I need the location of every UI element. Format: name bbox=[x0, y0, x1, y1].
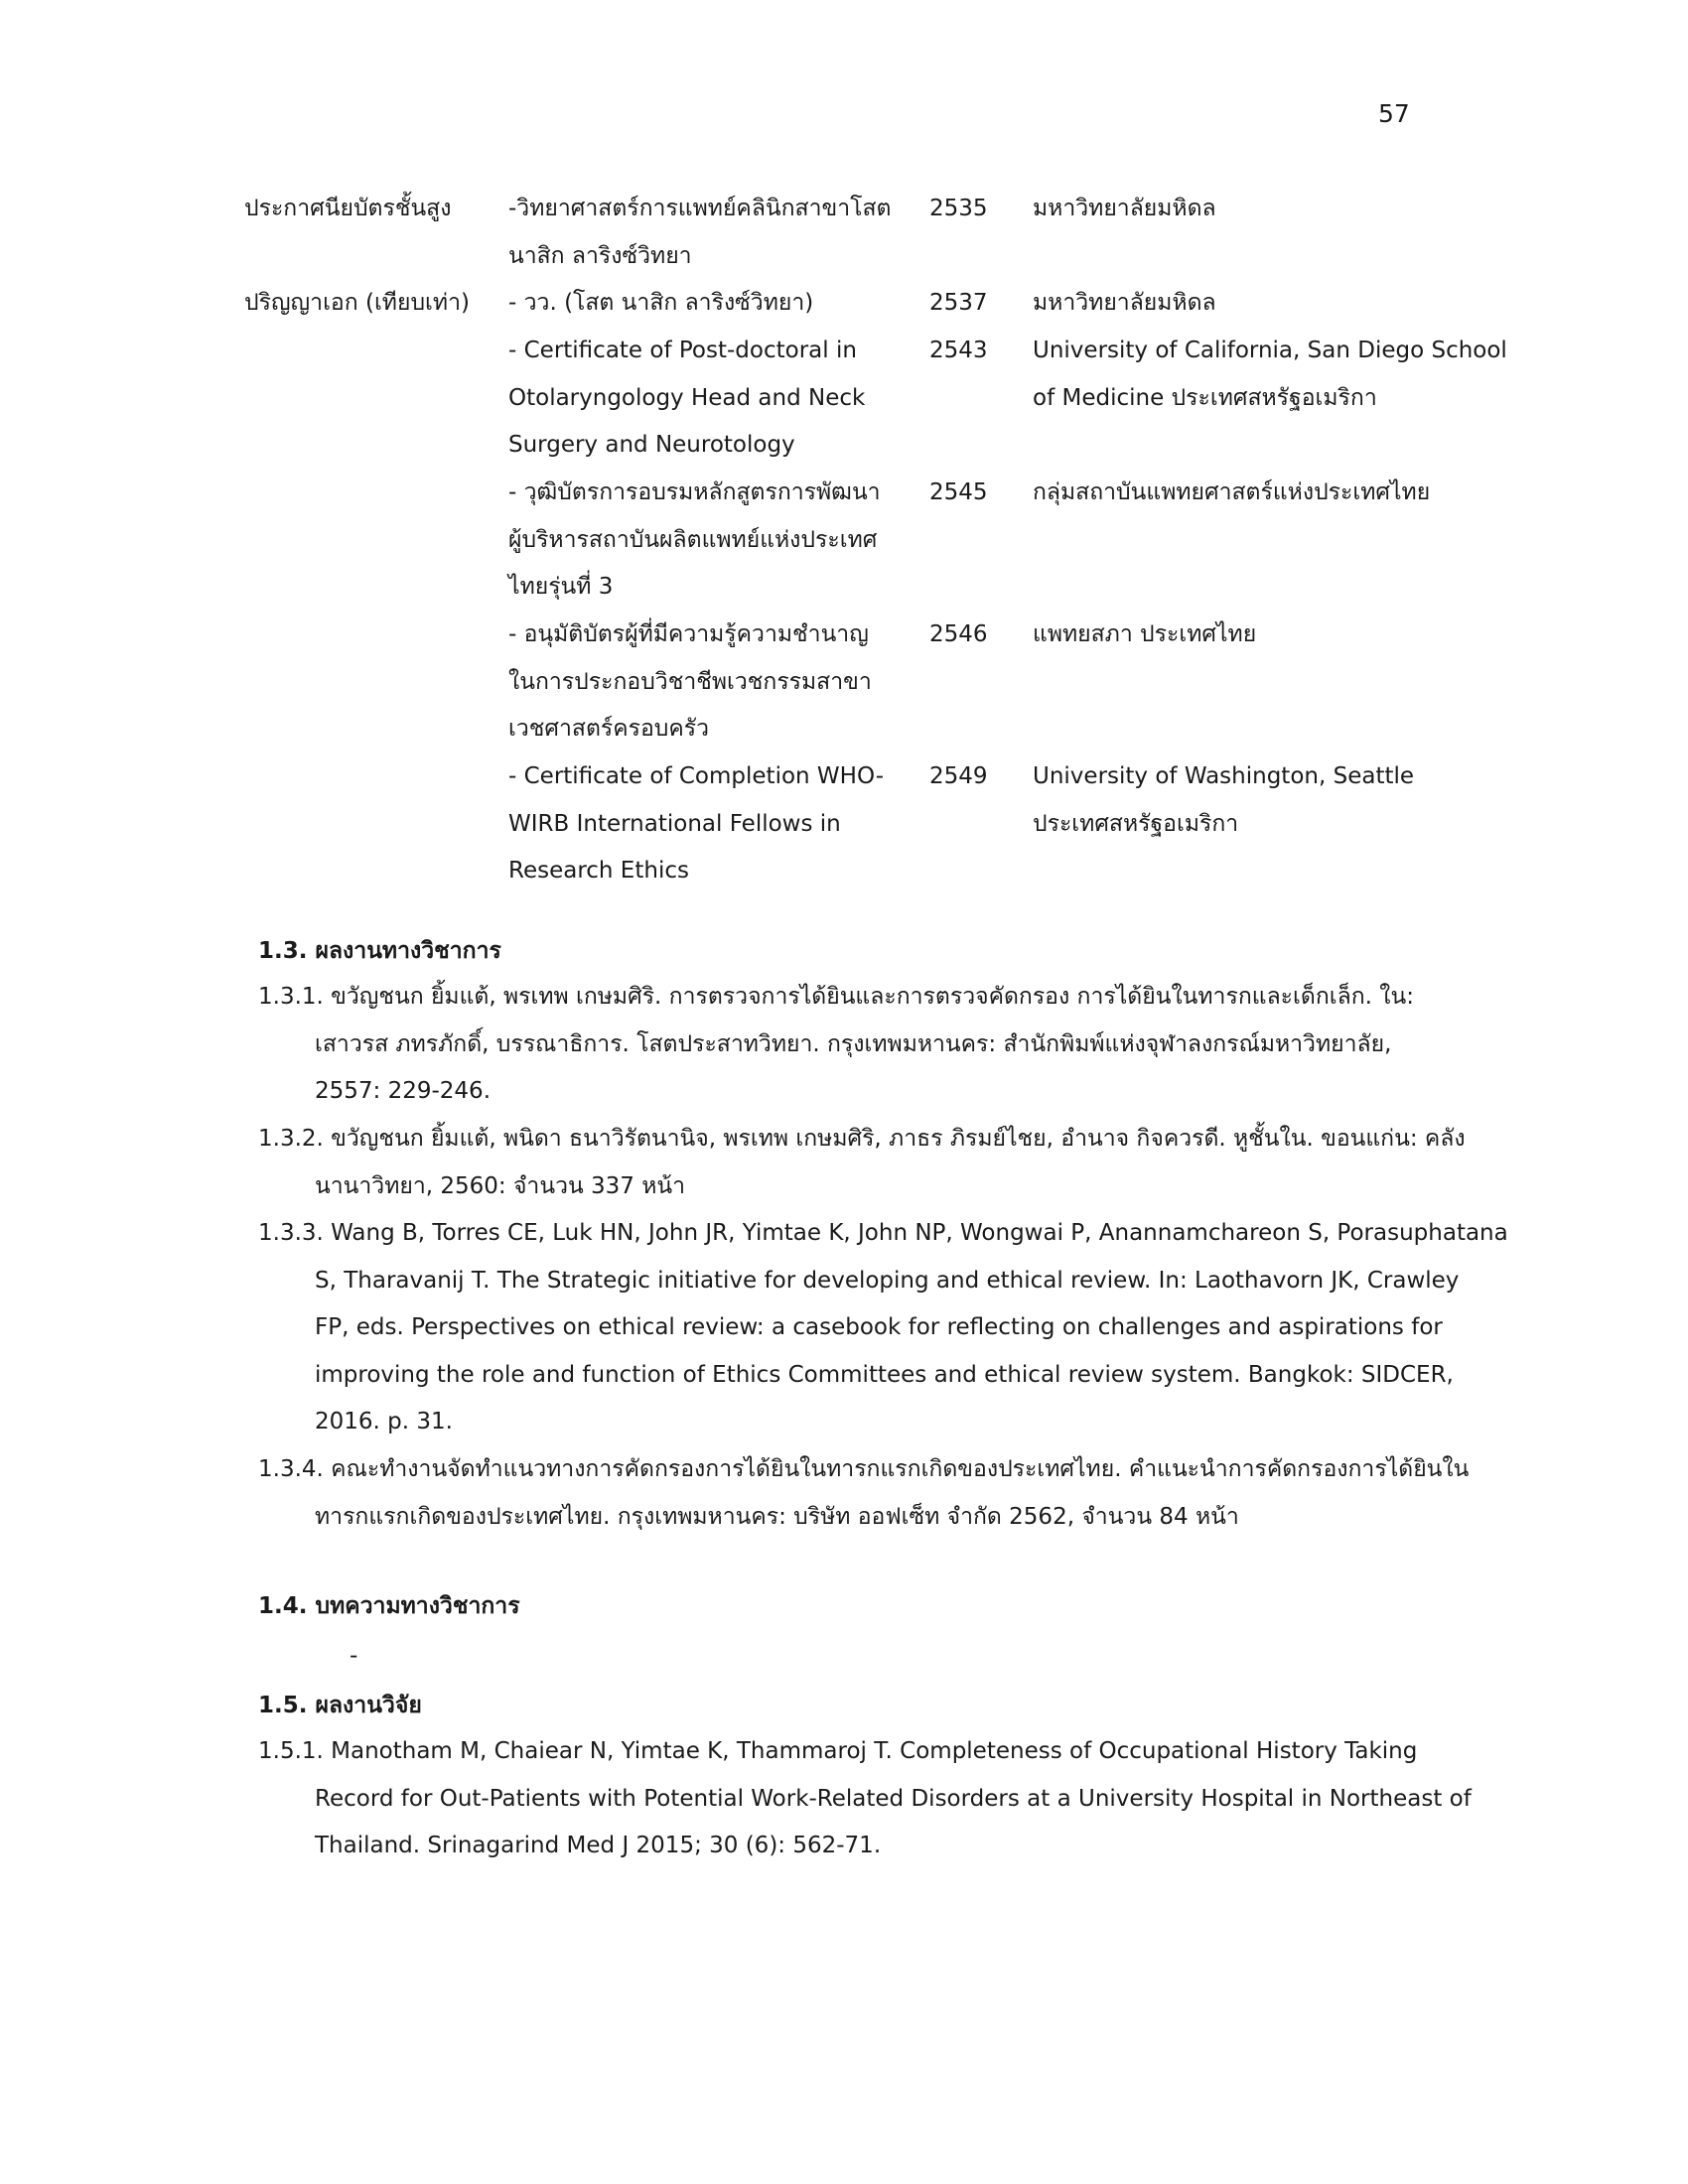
qualification-title: - Certificate of Post-doctoral in Otolaryngology Head and Neck Surgery and Neurotology bbox=[508, 338, 866, 458]
year: 2535 bbox=[929, 196, 988, 221]
year: 2546 bbox=[929, 621, 988, 647]
reference-entry: 1.5.1. Manotham M, Chaiear N, Yimtae K, Thammaroj T. Completeness of Occupational History Taking Record for Out-Patients with Potential Work-Related Disorders at a University Hospital in Northeast of Thailand. Srinagarind Med J 2015; 30 (6): 562-71. bbox=[258, 1738, 1472, 1858]
year: 2543 bbox=[929, 338, 988, 363]
institution: University of California, San Diego School of Medicine ประเทศสหรัฐอเมริกา bbox=[1033, 338, 1507, 411]
qualification-title: -วิทยาศาสตร์การแพทย์คลินิกสาขาโสต นาสิก ลาริงซ์วิทยา bbox=[508, 196, 892, 269]
reference-entry: 1.3.3. Wang B, Torres CE, Luk HN, John JR, Yimtae K, John NP, Wongwai P, Anannamchareon S, Porasuphatana S, Tharavanij T. The Strategic initiative for developing and ethical review. In: Laothavorn JK, Crawley FP, eds. Perspectives on ethical review: a casebook for reflecting on challenges and aspirations for improving the role and function of Ethics Committees and ethical review system. Bangkok: SIDCER, 2016. p. 31. bbox=[258, 1220, 1508, 1434]
section-heading-research-works: 1.5. ผลงานวิจัย bbox=[258, 1693, 422, 1718]
reference-entry: 1.3.4. คณะทำงานจัดทำแนวทางการคัดกรองการได้ยินในทารกแรกเกิดของประเทศไทย. คำแนะนำการคัดกรองการได้ยินใน ทารกแรกเกิดของประเทศไทย. กรุงเทพมหานคร: บริษัท ออฟเซ็ท จำกัด 2562, จำนวน 84 หน้า bbox=[258, 1456, 1470, 1530]
institution: แพทยสภา ประเทศไทย bbox=[1033, 621, 1257, 647]
qualification-title: - วุฒิบัตรการอบรมหลักสูตรการพัฒนา ผู้บริหารสถาบันผลิตแพทย์แห่งประเทศ ไทยรุ่นที่ 3 bbox=[508, 479, 881, 600]
qualification-title: - Certificate of Completion WHO- WIRB International Fellows in Research Ethics bbox=[508, 763, 884, 884]
year: 2537 bbox=[929, 290, 988, 316]
institution: มหาวิทยาลัยมหิดล bbox=[1033, 196, 1216, 221]
year: 2549 bbox=[929, 763, 988, 789]
institution: มหาวิทยาลัยมหิดล bbox=[1033, 290, 1216, 316]
qualification-title: - วว. (โสต นาสิก ลาริงซ์วิทยา) bbox=[508, 290, 814, 316]
qualification-title: - อนุมัติบัตรผู้ที่มีความรู้ความชำนาญ ในการประกอบวิชาชีพเวชกรรมสาขา เวชศาสตร์ครอบครัว bbox=[508, 621, 872, 742]
section-heading-academic-articles: 1.4. บทความทางวิชาการ bbox=[258, 1593, 520, 1619]
institution: กลุ่มสถาบันแพทยศาสตร์แห่งประเทศไทย bbox=[1033, 479, 1431, 505]
degree-label: ปริญญาเอก (เทียบเท่า) bbox=[244, 290, 470, 316]
degree-label: ประกาศนียบัตรชั้นสูง bbox=[244, 196, 452, 221]
section-heading-academic-works: 1.3. ผลงานทางวิชาการ bbox=[258, 938, 501, 964]
year: 2545 bbox=[929, 479, 988, 505]
empty-placeholder-dash: - bbox=[350, 1643, 358, 1669]
institution: University of Washington, Seattle ประเทศสหรัฐอเมริกา bbox=[1033, 763, 1415, 837]
page-number: 57 bbox=[1378, 99, 1410, 128]
reference-entry: 1.3.1. ขวัญชนก ยิ้มแต้, พรเทพ เกษมศิริ. การตรวจการได้ยินและการตรวจคัดกรอง การได้ยินในทารกและเด็กเล็ก. ใน: เสาวรส ภทรภักดิ์, บรรณาธิการ. โสตประสาทวิทยา. กรุงเทพมหานคร: สำนักพิมพ์แห่งจุฬาลงกรณ์มหาวิทยาลัย, 2557: 229-246. bbox=[258, 984, 1414, 1104]
reference-entry: 1.3.2. ขวัญชนก ยิ้มแต้, พนิดา ธนาวิรัตนานิจ, พรเทพ เกษมศิริ, ภาธร ภิรมย์ไชย, อำนาจ กิจควรดี. หูชั้นใน. ขอนแก่น: คลัง นานาวิทยา, 2560: จำนวน 337 หน้า bbox=[258, 1126, 1466, 1199]
